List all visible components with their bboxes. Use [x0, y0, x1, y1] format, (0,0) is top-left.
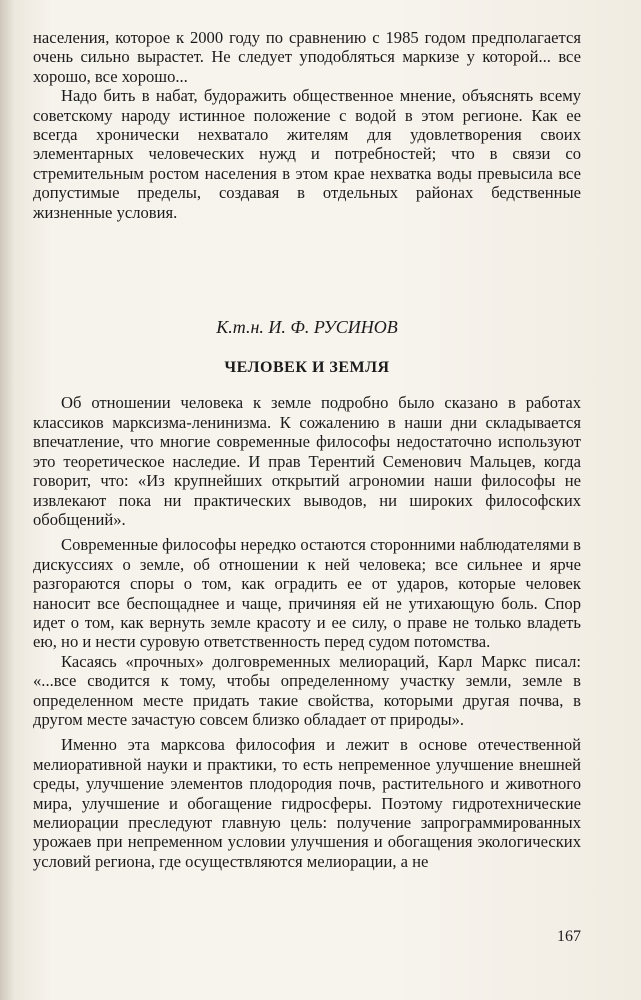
article-title: ЧЕЛОВЕК И ЗЕМЛЯ [224, 359, 390, 377]
article-author: К.т.н. И. Ф. РУСИНОВ [216, 317, 398, 338]
paragraph: Об отношении человека к земле подробно было сказано в работах классиков марксизма-ленинизма. К сожалению в наши дни складывается впечатление, что многие современные философы недостаточно используют это теоретическое наследие. И прав Терентий Семенович Мальцев, когда говорит, что: «Из крупнейших открытий агрономии наши философы не извлекают пока ни практических выводов, ни широких философских обобщений». [33, 393, 581, 529]
page-number: 167 [557, 928, 581, 945]
page-gutter-shadow [0, 0, 14, 1000]
text-column [33, 28, 581, 871]
article-body [33, 393, 581, 871]
paragraph: Именно эта марксова философия и лежит в основе отечественной мелиоративной науки и практики, то есть непременное улучшение внешней среды, улучшение элементов плодородия почв, растительного и животного мира, улучшение и обогащение гидросферы. Поэтому гидротехнические мелиорации преследуют главную цель: получение запрограммированных урожаев при непременном условии улучшения и обогащения экологических условий региона, где осуществляются мелиорации, а не [33, 735, 581, 871]
paragraph: Надо бить в набат, будоражить общественное мнение, объяснять всему советскому народу истинное положение с водой в этом регионе. Как ее всегда хронически нехватало жителям для удовлетворения своих элементарных человеческих нужд и потребностей; что в связи со стремительным ростом населения в этом крае нехватка воды превысила все допустимые пределы, создавая в отдельных районах бедственные жизненные условия. [33, 86, 581, 222]
paragraph: Касаясь «прочных» долговременных мелиораций, Карл Маркс писал: «...все сводится к тому, чтобы определенному участку земли, земле в определенном месте придать такие свойства, которыми другая почва, в другом месте зачастую совсем близко обладает от природы». [33, 651, 581, 729]
previous-article-ending [33, 28, 581, 222]
paragraph-continuation: населения, которое к 2000 году по сравнению с 1985 годом предполагается очень сильно вырастет. Не следует уподобляться маркизе у которой... все хорошо, все хорошо... [33, 28, 581, 86]
paragraph: Современные философы нередко остаются сторонними наблюдателями в дискуссиях о земле, об отношении к ней человека; все сильнее и ярче разгораются споры о том, как оградить ее от ударов, которые человек наносит все беспощаднее и чаще, причиняя ей не утихающую боль. Спор идет о том, как вернуть земле красоту и ее силу, о праве не только владеть ею, но и нести суровую ответственность перед судом потомства. [33, 535, 581, 652]
